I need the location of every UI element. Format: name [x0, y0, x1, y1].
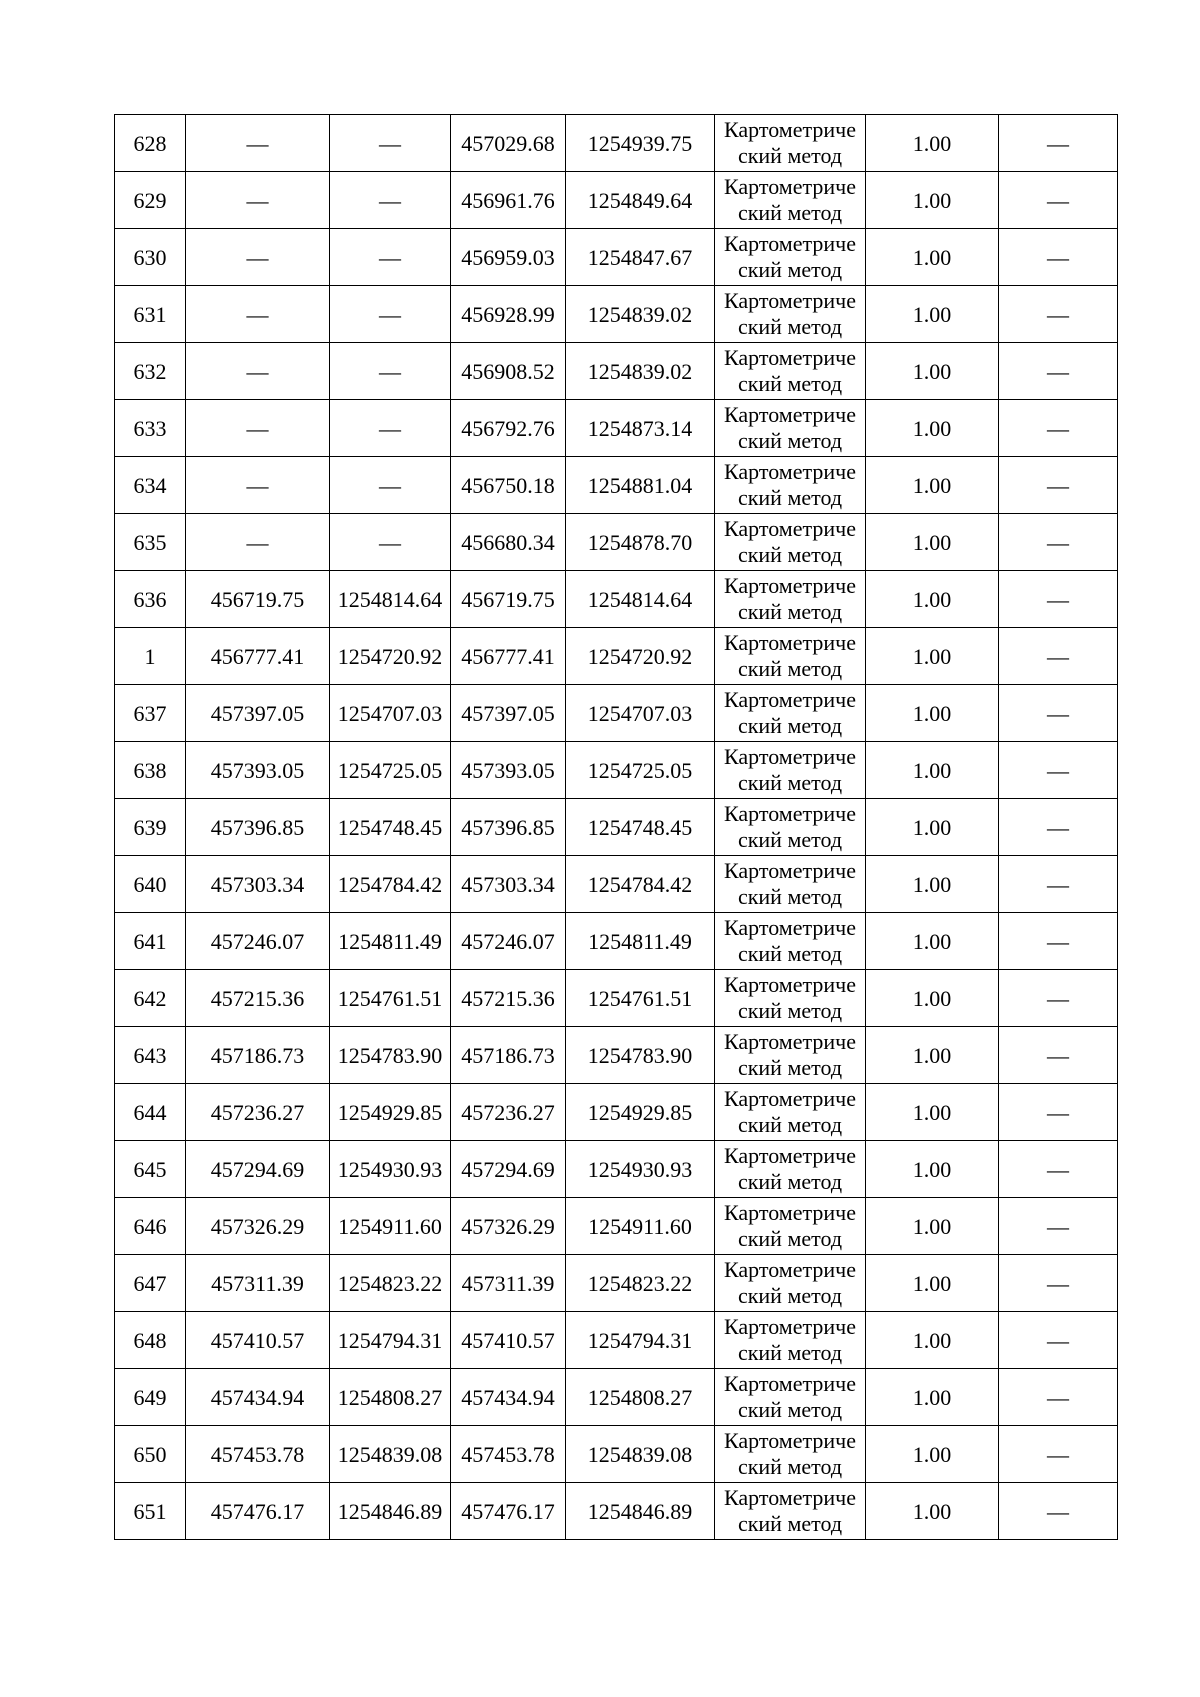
- accuracy-cell: 1.00: [866, 1084, 999, 1141]
- description-cell: —: [999, 1312, 1118, 1369]
- new-x-cell: 456961.76: [451, 172, 566, 229]
- old-x-cell: 457326.29: [186, 1198, 330, 1255]
- old-x-cell: 457311.39: [186, 1255, 330, 1312]
- table-row: [115, 400, 1118, 457]
- accuracy-cell: 1.00: [866, 457, 999, 514]
- new-x-cell: 457434.94: [451, 1369, 566, 1426]
- accuracy-cell: 1.00: [866, 115, 999, 172]
- description-cell: —: [999, 1369, 1118, 1426]
- accuracy-cell: 1.00: [866, 1141, 999, 1198]
- accuracy-cell: 1.00: [866, 1255, 999, 1312]
- table-row: [115, 172, 1118, 229]
- point-number-cell: 639: [115, 799, 186, 856]
- new-x-cell: 457476.17: [451, 1483, 566, 1540]
- description-cell: —: [999, 514, 1118, 571]
- new-y-cell: 1254839.02: [566, 343, 715, 400]
- new-y-cell: 1254794.31: [566, 1312, 715, 1369]
- point-number-cell: 631: [115, 286, 186, 343]
- point-number-cell: 647: [115, 1255, 186, 1312]
- old-x-cell: —: [186, 514, 330, 571]
- point-number-cell: 638: [115, 742, 186, 799]
- new-x-cell: 457236.27: [451, 1084, 566, 1141]
- table-row: [115, 229, 1118, 286]
- new-x-cell: 457215.36: [451, 970, 566, 1027]
- accuracy-cell: 1.00: [866, 685, 999, 742]
- old-x-cell: —: [186, 457, 330, 514]
- new-x-cell: 456680.34: [451, 514, 566, 571]
- accuracy-cell: 1.00: [866, 229, 999, 286]
- new-y-cell: 1254846.89: [566, 1483, 715, 1540]
- method-cell: Картометриче ский метод: [715, 628, 866, 685]
- new-x-cell: 456792.76: [451, 400, 566, 457]
- new-y-cell: 1254873.14: [566, 400, 715, 457]
- old-x-cell: 457236.27: [186, 1084, 330, 1141]
- new-x-cell: 456959.03: [451, 229, 566, 286]
- description-cell: —: [999, 1141, 1118, 1198]
- method-cell: Картометриче ский метод: [715, 970, 866, 1027]
- old-y-cell: —: [330, 514, 451, 571]
- description-cell: —: [999, 742, 1118, 799]
- table-row: [115, 457, 1118, 514]
- new-x-cell: 456750.18: [451, 457, 566, 514]
- point-number-cell: 650: [115, 1426, 186, 1483]
- point-number-cell: 643: [115, 1027, 186, 1084]
- new-y-cell: 1254929.85: [566, 1084, 715, 1141]
- point-number-cell: 642: [115, 970, 186, 1027]
- new-y-cell: 1254878.70: [566, 514, 715, 571]
- point-number-cell: 635: [115, 514, 186, 571]
- method-cell: Картометриче ский метод: [715, 1426, 866, 1483]
- description-cell: —: [999, 457, 1118, 514]
- method-cell: Картометриче ский метод: [715, 400, 866, 457]
- old-x-cell: 457410.57: [186, 1312, 330, 1369]
- new-y-cell: 1254748.45: [566, 799, 715, 856]
- new-x-cell: 457326.29: [451, 1198, 566, 1255]
- accuracy-cell: 1.00: [866, 1312, 999, 1369]
- old-y-cell: 1254748.45: [330, 799, 451, 856]
- point-number-cell: 632: [115, 343, 186, 400]
- new-x-cell: 457246.07: [451, 913, 566, 970]
- new-y-cell: 1254784.42: [566, 856, 715, 913]
- point-number-cell: 628: [115, 115, 186, 172]
- new-x-cell: 456928.99: [451, 286, 566, 343]
- table-row: [115, 286, 1118, 343]
- old-x-cell: 457453.78: [186, 1426, 330, 1483]
- point-number-cell: 637: [115, 685, 186, 742]
- point-number-cell: 646: [115, 1198, 186, 1255]
- old-x-cell: —: [186, 229, 330, 286]
- new-x-cell: 457311.39: [451, 1255, 566, 1312]
- description-cell: —: [999, 856, 1118, 913]
- point-number-cell: 1: [115, 628, 186, 685]
- accuracy-cell: 1.00: [866, 799, 999, 856]
- old-x-cell: 457246.07: [186, 913, 330, 970]
- new-y-cell: 1254930.93: [566, 1141, 715, 1198]
- old-x-cell: —: [186, 400, 330, 457]
- point-number-cell: 636: [115, 571, 186, 628]
- old-y-cell: 1254929.85: [330, 1084, 451, 1141]
- method-cell: Картометриче ский метод: [715, 115, 866, 172]
- method-cell: Картометриче ский метод: [715, 1369, 866, 1426]
- old-x-cell: —: [186, 343, 330, 400]
- old-y-cell: —: [330, 343, 451, 400]
- method-cell: Картометриче ский метод: [715, 571, 866, 628]
- method-cell: Картометриче ский метод: [715, 1084, 866, 1141]
- table-row: [115, 1369, 1118, 1426]
- old-y-cell: —: [330, 229, 451, 286]
- accuracy-cell: 1.00: [866, 343, 999, 400]
- new-y-cell: 1254939.75: [566, 115, 715, 172]
- method-cell: Картометриче ский метод: [715, 172, 866, 229]
- table-row: [115, 514, 1118, 571]
- description-cell: —: [999, 115, 1118, 172]
- table-row: [115, 1483, 1118, 1540]
- old-x-cell: —: [186, 172, 330, 229]
- old-y-cell: 1254707.03: [330, 685, 451, 742]
- method-cell: Картометриче ский метод: [715, 514, 866, 571]
- old-y-cell: 1254725.05: [330, 742, 451, 799]
- table-row: [115, 1141, 1118, 1198]
- new-x-cell: 456719.75: [451, 571, 566, 628]
- description-cell: —: [999, 1198, 1118, 1255]
- old-x-cell: 457434.94: [186, 1369, 330, 1426]
- method-cell: Картометриче ский метод: [715, 1027, 866, 1084]
- new-y-cell: 1254811.49: [566, 913, 715, 970]
- accuracy-cell: 1.00: [866, 1198, 999, 1255]
- old-y-cell: 1254839.08: [330, 1426, 451, 1483]
- description-cell: —: [999, 400, 1118, 457]
- point-number-cell: 630: [115, 229, 186, 286]
- table-body: [115, 115, 1118, 1540]
- method-cell: Картометриче ский метод: [715, 286, 866, 343]
- method-cell: Картометриче ский метод: [715, 799, 866, 856]
- new-x-cell: 457393.05: [451, 742, 566, 799]
- old-y-cell: 1254846.89: [330, 1483, 451, 1540]
- description-cell: —: [999, 799, 1118, 856]
- new-x-cell: 456908.52: [451, 343, 566, 400]
- accuracy-cell: 1.00: [866, 913, 999, 970]
- point-number-cell: 649: [115, 1369, 186, 1426]
- description-cell: —: [999, 685, 1118, 742]
- table-row: [115, 1426, 1118, 1483]
- old-y-cell: 1254808.27: [330, 1369, 451, 1426]
- description-cell: —: [999, 913, 1118, 970]
- table-row: [115, 628, 1118, 685]
- old-y-cell: —: [330, 457, 451, 514]
- new-y-cell: 1254808.27: [566, 1369, 715, 1426]
- new-x-cell: 457029.68: [451, 115, 566, 172]
- old-y-cell: 1254794.31: [330, 1312, 451, 1369]
- old-y-cell: 1254720.92: [330, 628, 451, 685]
- method-cell: Картометриче ский метод: [715, 856, 866, 913]
- point-number-cell: 633: [115, 400, 186, 457]
- description-cell: —: [999, 970, 1118, 1027]
- point-number-cell: 634: [115, 457, 186, 514]
- old-y-cell: 1254784.42: [330, 856, 451, 913]
- description-cell: —: [999, 1255, 1118, 1312]
- old-x-cell: 457397.05: [186, 685, 330, 742]
- old-x-cell: 457393.05: [186, 742, 330, 799]
- method-cell: Картометриче ский метод: [715, 343, 866, 400]
- accuracy-cell: 1.00: [866, 970, 999, 1027]
- method-cell: Картометриче ский метод: [715, 913, 866, 970]
- description-cell: —: [999, 571, 1118, 628]
- point-number-cell: 641: [115, 913, 186, 970]
- old-x-cell: 457186.73: [186, 1027, 330, 1084]
- accuracy-cell: 1.00: [866, 172, 999, 229]
- method-cell: Картометриче ский метод: [715, 742, 866, 799]
- table-row: [115, 913, 1118, 970]
- description-cell: —: [999, 1483, 1118, 1540]
- accuracy-cell: 1.00: [866, 1027, 999, 1084]
- method-cell: Картометриче ский метод: [715, 1312, 866, 1369]
- new-y-cell: 1254881.04: [566, 457, 715, 514]
- old-x-cell: —: [186, 286, 330, 343]
- point-number-cell: 645: [115, 1141, 186, 1198]
- table-row: [115, 742, 1118, 799]
- description-cell: —: [999, 172, 1118, 229]
- point-number-cell: 640: [115, 856, 186, 913]
- accuracy-cell: 1.00: [866, 571, 999, 628]
- new-x-cell: 457410.57: [451, 1312, 566, 1369]
- old-x-cell: 457303.34: [186, 856, 330, 913]
- old-y-cell: —: [330, 400, 451, 457]
- table-row: [115, 856, 1118, 913]
- old-x-cell: 457476.17: [186, 1483, 330, 1540]
- table-row: [115, 1027, 1118, 1084]
- coordinates-table: [114, 114, 1118, 1540]
- new-y-cell: 1254783.90: [566, 1027, 715, 1084]
- old-y-cell: —: [330, 286, 451, 343]
- new-x-cell: 456777.41: [451, 628, 566, 685]
- new-y-cell: 1254839.02: [566, 286, 715, 343]
- description-cell: —: [999, 1084, 1118, 1141]
- point-number-cell: 648: [115, 1312, 186, 1369]
- table-row: [115, 685, 1118, 742]
- description-cell: —: [999, 1027, 1118, 1084]
- point-number-cell: 644: [115, 1084, 186, 1141]
- method-cell: Картометриче ский метод: [715, 229, 866, 286]
- accuracy-cell: 1.00: [866, 286, 999, 343]
- old-x-cell: 456719.75: [186, 571, 330, 628]
- new-y-cell: 1254720.92: [566, 628, 715, 685]
- new-y-cell: 1254814.64: [566, 571, 715, 628]
- table-row: [115, 799, 1118, 856]
- accuracy-cell: 1.00: [866, 628, 999, 685]
- table-row: [115, 115, 1118, 172]
- old-y-cell: 1254930.93: [330, 1141, 451, 1198]
- description-cell: —: [999, 286, 1118, 343]
- new-y-cell: 1254849.64: [566, 172, 715, 229]
- accuracy-cell: 1.00: [866, 742, 999, 799]
- new-x-cell: 457397.05: [451, 685, 566, 742]
- description-cell: —: [999, 343, 1118, 400]
- old-x-cell: —: [186, 115, 330, 172]
- method-cell: Картометриче ский метод: [715, 1141, 866, 1198]
- new-x-cell: 457294.69: [451, 1141, 566, 1198]
- accuracy-cell: 1.00: [866, 1483, 999, 1540]
- new-x-cell: 457303.34: [451, 856, 566, 913]
- new-y-cell: 1254725.05: [566, 742, 715, 799]
- old-y-cell: 1254911.60: [330, 1198, 451, 1255]
- new-y-cell: 1254823.22: [566, 1255, 715, 1312]
- description-cell: —: [999, 1426, 1118, 1483]
- accuracy-cell: 1.00: [866, 514, 999, 571]
- old-y-cell: 1254811.49: [330, 913, 451, 970]
- method-cell: Картометриче ский метод: [715, 1198, 866, 1255]
- accuracy-cell: 1.00: [866, 856, 999, 913]
- old-y-cell: 1254761.51: [330, 970, 451, 1027]
- old-y-cell: 1254823.22: [330, 1255, 451, 1312]
- method-cell: Картометриче ский метод: [715, 1483, 866, 1540]
- point-number-cell: 651: [115, 1483, 186, 1540]
- method-cell: Картометриче ский метод: [715, 685, 866, 742]
- description-cell: —: [999, 628, 1118, 685]
- new-y-cell: 1254761.51: [566, 970, 715, 1027]
- old-y-cell: —: [330, 172, 451, 229]
- accuracy-cell: 1.00: [866, 400, 999, 457]
- old-y-cell: —: [330, 115, 451, 172]
- table-row: [115, 571, 1118, 628]
- point-number-cell: 629: [115, 172, 186, 229]
- accuracy-cell: 1.00: [866, 1426, 999, 1483]
- method-cell: Картометриче ский метод: [715, 1255, 866, 1312]
- new-x-cell: 457396.85: [451, 799, 566, 856]
- old-x-cell: 457396.85: [186, 799, 330, 856]
- old-y-cell: 1254814.64: [330, 571, 451, 628]
- new-y-cell: 1254847.67: [566, 229, 715, 286]
- description-cell: —: [999, 229, 1118, 286]
- old-y-cell: 1254783.90: [330, 1027, 451, 1084]
- old-x-cell: 457215.36: [186, 970, 330, 1027]
- method-cell: Картометриче ский метод: [715, 457, 866, 514]
- table-row: [115, 343, 1118, 400]
- table-row: [115, 1255, 1118, 1312]
- new-x-cell: 457453.78: [451, 1426, 566, 1483]
- new-y-cell: 1254707.03: [566, 685, 715, 742]
- table-row: [115, 970, 1118, 1027]
- table-row: [115, 1084, 1118, 1141]
- new-y-cell: 1254911.60: [566, 1198, 715, 1255]
- accuracy-cell: 1.00: [866, 1369, 999, 1426]
- table-row: [115, 1198, 1118, 1255]
- old-x-cell: 456777.41: [186, 628, 330, 685]
- table-row: [115, 1312, 1118, 1369]
- new-y-cell: 1254839.08: [566, 1426, 715, 1483]
- new-x-cell: 457186.73: [451, 1027, 566, 1084]
- old-x-cell: 457294.69: [186, 1141, 330, 1198]
